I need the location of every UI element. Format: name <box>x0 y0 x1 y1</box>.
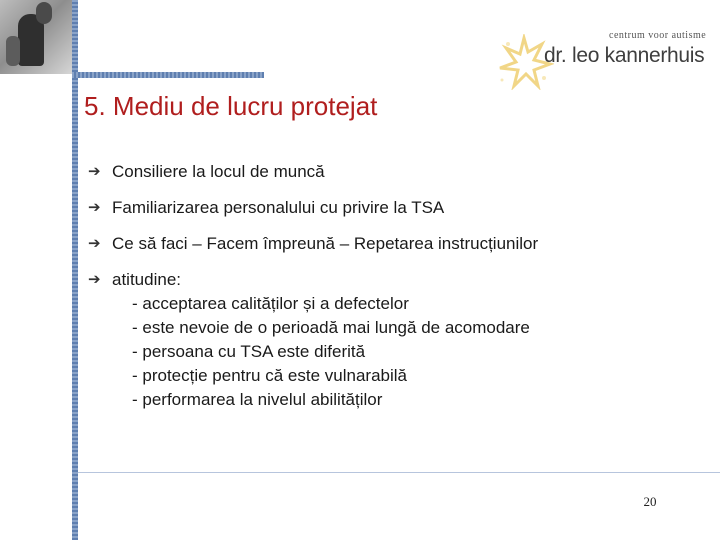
arrow-right-icon: ➔ <box>88 199 101 216</box>
bullet-text: Familiarizarea personalului cu privire la TSA <box>112 198 445 217</box>
bullet-item <box>88 268 708 412</box>
sub-list <box>112 292 708 412</box>
bullet-text: Ce să faci – Facem împreună – Repetarea instrucțiunilor <box>112 234 539 253</box>
sub-item: - persoana cu TSA este diferită <box>132 342 366 361</box>
bullet-list <box>88 160 708 424</box>
page-number: 20 <box>643 494 657 509</box>
bullet-text: atitudine: <box>112 270 181 289</box>
sub-item: - performarea la nivelul abilităților <box>132 390 383 409</box>
bullet-item <box>88 232 708 256</box>
vertical-accent-bar <box>72 0 78 540</box>
arrow-right-icon: ➔ <box>88 163 101 180</box>
logo-brand-name: dr. leo kannerhuis <box>544 44 705 67</box>
sub-item: - este nevoie de o perioadă mai lungă de acomodare <box>132 318 530 337</box>
bullet-text: Consiliere la locul de muncă <box>112 162 325 181</box>
logo-tagline: centrum voor autisme <box>609 30 707 41</box>
slide-title: 5. Mediu de lucru protejat <box>84 91 378 121</box>
header-photo <box>0 0 72 74</box>
horizontal-accent-bar <box>72 72 264 78</box>
sub-item: - protecție pentru că este vulnarabilă <box>132 366 407 385</box>
sub-item: - acceptarea calităților și a defectelor <box>132 294 409 313</box>
footer-divider <box>78 472 720 473</box>
arrow-right-icon: ➔ <box>88 271 101 288</box>
bullet-item <box>88 196 708 220</box>
bullet-item <box>88 160 708 184</box>
logo <box>494 28 707 88</box>
arrow-right-icon: ➔ <box>88 235 101 252</box>
